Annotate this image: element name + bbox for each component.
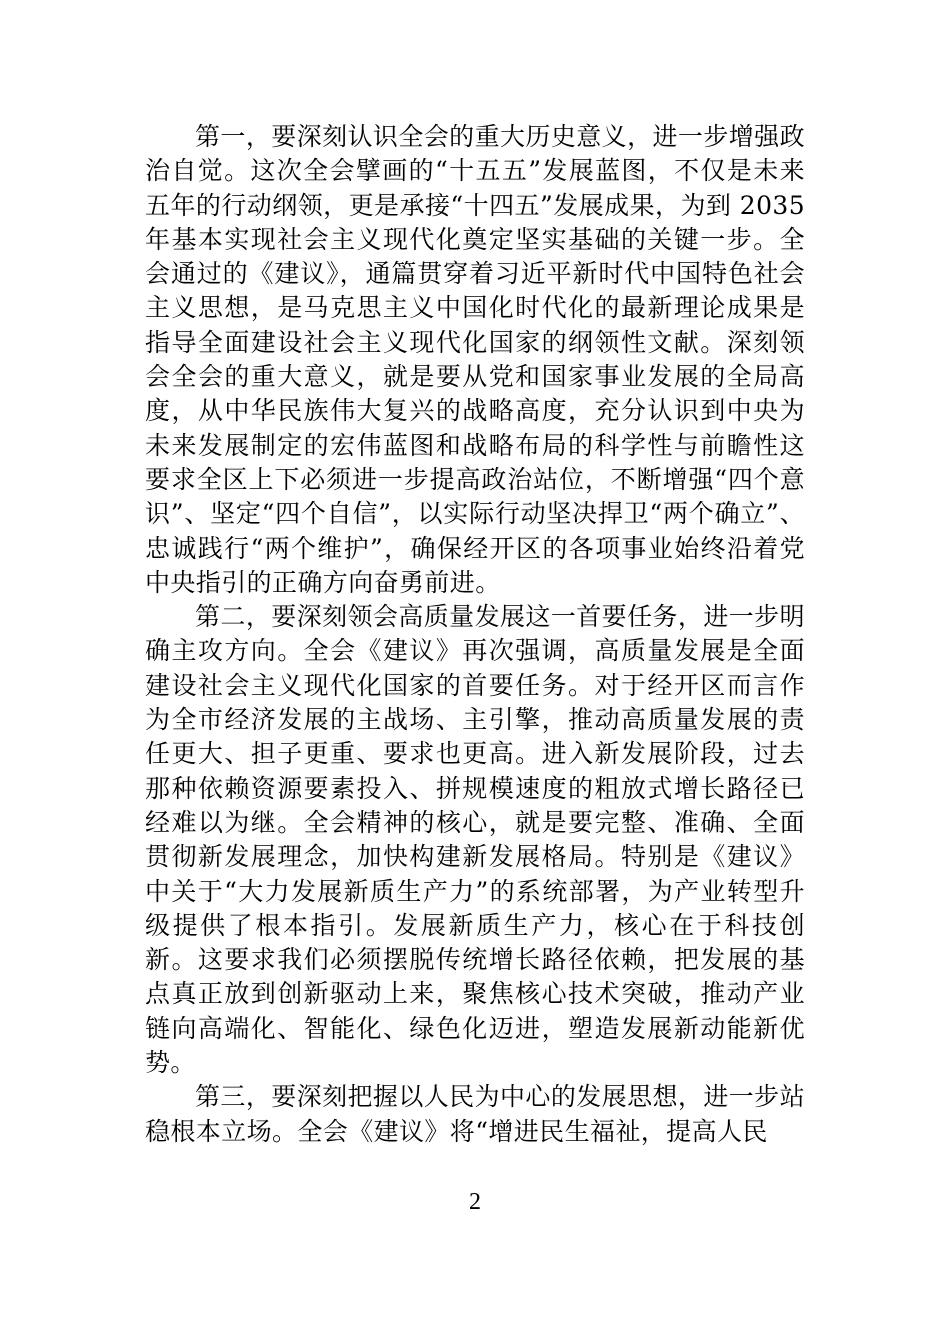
paragraph-2: 第二，要深刻领会高质量发展这一首要任务，进一步明确主攻方向。全会《建议》再次强调，高质量发展是全面建设社会主义现代化国家的首要任务。对于经开区而言作为全市经济发展的主战场、主引擎，推动高质量发展的责任更大、担子更重、要求也更高。进入新发展阶段，过去那种依赖资源要素投入、拼规模速度的粗放式增长路径已经难以为继。全会精神的核心，就是要完整、准确、全面贯彻新发展理念，加快构建新发展格局。特别是《建议》中关于“大力发展新质生产力”的系统部署，为产业转型升级提供了根本指引。发展新质生产力，核心在于科技创新。这要求我们必须摆脱传统增长路径依赖，把发展的基点真正放到创新驱动上来，聚焦核心技术突破，推动产业链向高端化、智能化、绿色化迈进，塑造发展新动能新优势。 (145, 602, 805, 1078)
body-text (145, 120, 805, 1149)
page-number: 2 (469, 1189, 481, 1215)
paragraph-3: 第三，要深刻把握以人民为中心的发展思想，进一步站稳根本立场。全会《建议》将“增进民生福祉，提高人民 (145, 1082, 805, 1146)
paragraph-1: 第一，要深刻认识全会的重大历史意义，进一步增强政治自觉。这次全会擘画的“十五五”发展蓝图，不仅是未来五年的行动纲领，更是承接“十四五”发展成果，为到 2035 年基本实现社会主义现代化奠定坚实基础的关键一步。全会通过的《建议》，通篇贯穿着习近平新时代中国特色社会主义思想，是马克思主义中国化时代化的最新理论成果是指导全面建设社会主义现代化国家的纲领性文献。深刻领会全会的重大意义，就是要从党和国家事业发展的全局高度，从中华民族伟大复兴的战略高度，充分认识到中央为未来发展制定的宏伟蓝图和战略布局的科学性与前瞻性这要求全区上下必须进一步提高政治站位，不断增强“四个意识”、坚定“四个自信”，以实际行动坚决捍卫“两个确立”、忠诚践行“两个维护”，确保经开区的各项事业始终沿着党中央指引的正确方向奋勇前进。 (145, 122, 805, 597)
